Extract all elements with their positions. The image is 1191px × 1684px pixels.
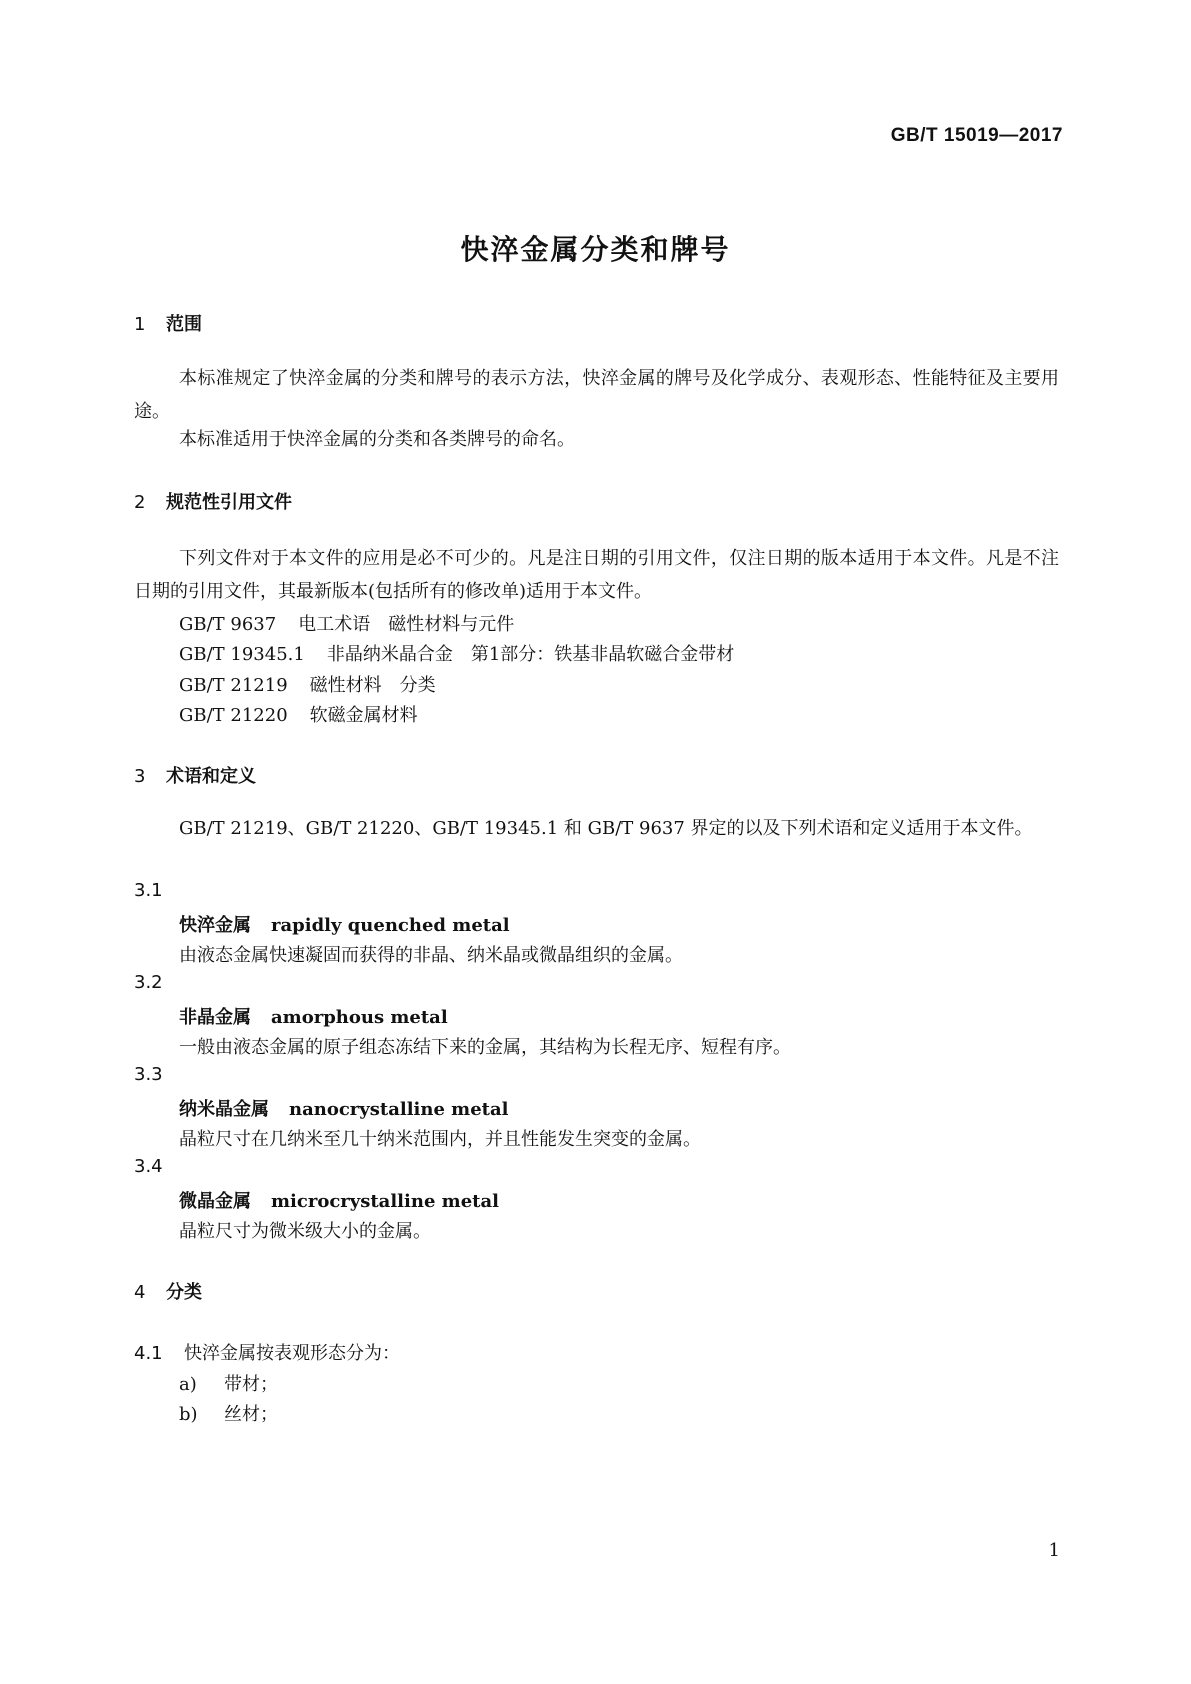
classification-clause: [134, 1339, 400, 1365]
document-title: 快淬金属分类和牌号: [460, 233, 731, 266]
term-definition: 由液态金属快速凝固而获得的非晶、纳米晶或微晶组织的金属。: [179, 945, 683, 966]
term-en: microcrystalline metal: [271, 1191, 499, 1212]
reference-item: [179, 640, 734, 666]
term-zh: 非晶金属: [179, 1007, 251, 1028]
section-title: 分类: [166, 1282, 202, 1303]
term-zh: 微晶金属: [179, 1191, 251, 1212]
list-text: 带材；: [224, 1374, 278, 1395]
section-number: 4: [134, 1282, 146, 1303]
term-definition: 一般由液态金属的原子组态冻结下来的金属，其结构为长程无序、短程有序。: [179, 1037, 791, 1058]
clause-text: 快淬金属按表观形态分为：: [184, 1343, 400, 1364]
page-number: 1: [1048, 1540, 1060, 1561]
reference-code: GB/T 21219: [179, 675, 288, 696]
term-definition: 晶粒尺寸在几纳米至几十纳米范围内，并且性能发生突变的金属。: [179, 1129, 701, 1150]
references-intro: 下列文件对于本文件的应用是必不可少的。凡是注日期的引用文件，仅注日期的版本适用于本文件。凡是不注日期的引用文件，其最新版本(包括所有的修改单)适用于本文件。: [134, 548, 1059, 602]
term-number: 3.1: [134, 880, 163, 901]
section-heading-classification: [134, 1278, 202, 1304]
reference-code: GB/T 19345.1: [179, 644, 305, 665]
list-mark: b): [179, 1404, 198, 1425]
term-name: [179, 911, 510, 937]
reference-item: [179, 701, 418, 727]
list-text: 丝材；: [224, 1404, 278, 1425]
reference-title: 软磁金属材料: [309, 705, 418, 726]
section-title: 术语和定义: [166, 766, 256, 787]
section-number: 3: [134, 766, 146, 787]
term-en: nanocrystalline metal: [289, 1099, 509, 1120]
section-number: 2: [134, 492, 146, 513]
reference-item: [179, 671, 436, 697]
scope-paragraph: 本标准规定了快淬金属的分类和牌号的表示方法，快淬金属的牌号及化学成分、表观形态、性能特征及主要用途。: [134, 368, 1059, 422]
scope-paragraph: 本标准适用于快淬金属的分类和各类牌号的命名。: [179, 429, 575, 450]
reference-title: 非晶纳米晶合金 第1部分：铁基非晶软磁合金带材: [326, 644, 735, 665]
term-number: 3.3: [134, 1064, 163, 1085]
section-title: 范围: [166, 314, 202, 335]
reference-title: 磁性材料 分类: [309, 675, 436, 696]
reference-item: [179, 610, 514, 636]
section-heading-scope: [134, 310, 202, 336]
standard-code: GB/T 15019—2017: [890, 125, 1063, 146]
term-zh: 快淬金属: [179, 915, 251, 936]
section-heading-terms: [134, 762, 256, 788]
term-name: [179, 1095, 509, 1121]
term-number: 3.4: [134, 1156, 163, 1177]
term-en: rapidly quenched metal: [271, 915, 510, 936]
term-name: [179, 1187, 499, 1213]
term-en: amorphous metal: [271, 1007, 448, 1028]
reference-code: GB/T 21220: [179, 705, 288, 726]
list-mark: a): [179, 1374, 197, 1395]
terms-intro: GB/T 21219、GB/T 21220、GB/T 19345.1 和 GB/T 9637 界定的以及下列术语和定义适用于本文件。: [179, 818, 1033, 839]
term-zh: 纳米晶金属: [179, 1099, 269, 1120]
reference-code: GB/T 9637: [179, 614, 277, 635]
list-item: [179, 1400, 278, 1426]
section-title: 规范性引用文件: [166, 492, 292, 513]
clause-number: 4.1: [134, 1343, 163, 1364]
reference-title: 电工术语 磁性材料与元件: [298, 614, 515, 635]
term-number: 3.2: [134, 972, 163, 993]
section-number: 1: [134, 314, 146, 335]
list-item: [179, 1370, 278, 1396]
term-definition: 晶粒尺寸为微米级大小的金属。: [179, 1221, 431, 1242]
term-name: [179, 1003, 448, 1029]
section-heading-references: [134, 488, 292, 514]
